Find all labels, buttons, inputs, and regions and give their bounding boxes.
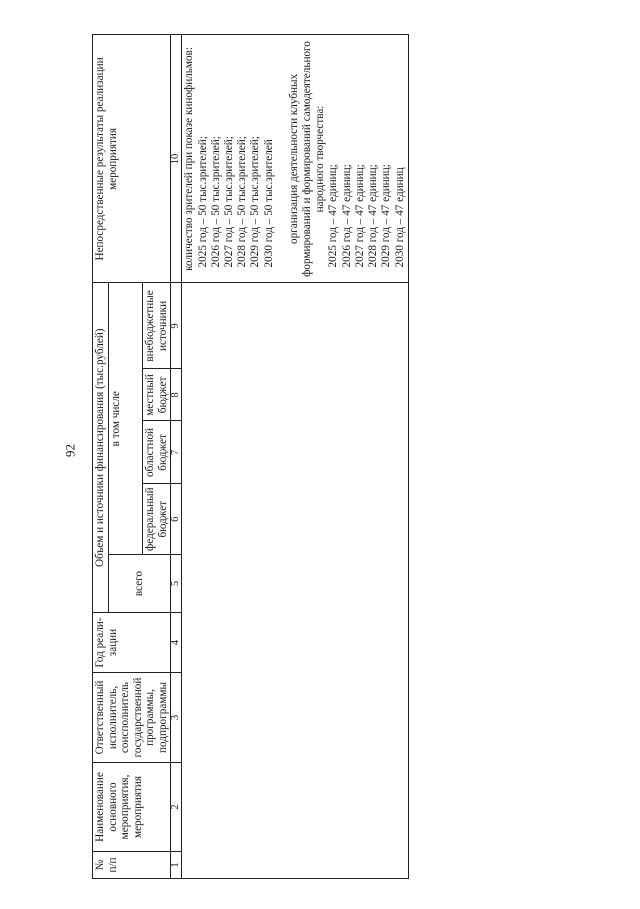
column-number: 2 [171, 763, 182, 852]
header-local-budget: местный бюджет [143, 369, 171, 421]
header-executor: Ответственный исполнитель, соисполнитель государственной программы, подпрограммы [93, 673, 171, 763]
results-line: 2027 год – 47 единиц; [353, 164, 366, 268]
column-number: 6 [171, 484, 182, 555]
header-year: Год реали-зации [93, 613, 171, 673]
header-results: Непосредственные результаты реализации мероприятия [93, 35, 171, 283]
column-number: 3 [171, 673, 182, 763]
results-line: 2029 год – 50 тыс.зрителей; [249, 136, 262, 268]
results-line: 2025 год – 50 тыс.зрителей; [196, 136, 209, 268]
column-numbers-row [171, 35, 182, 879]
header-regional-budget: областной бюджет [143, 421, 171, 484]
header-including: в том числе [108, 283, 143, 555]
header-total: всего [108, 555, 171, 613]
column-number: 8 [171, 369, 182, 421]
funding-table [92, 34, 409, 879]
results-line: 2030 год – 50 тыс.зрителей [262, 139, 275, 268]
rotated-page-content [84, 0, 640, 909]
page-number: 92 [62, 444, 78, 457]
results-line: 2025 год – 47 единиц; [327, 164, 340, 268]
column-number: 4 [171, 613, 182, 673]
results-intro-viewers: количество зрителей при показе кинофильмов: [183, 47, 196, 271]
results-line: 2028 год – 50 тыс.зрителей; [236, 136, 249, 268]
header-number: № п/п [93, 852, 171, 879]
results-intro-clubs: организация деятельности клубных формирований и формирований самодеятельного народного творчества: [287, 41, 327, 277]
results-line: 2026 год – 47 единиц; [340, 164, 353, 268]
column-number: 1 [171, 852, 182, 879]
column-number: 10 [171, 35, 182, 283]
results-line: 2028 год – 47 единиц; [367, 164, 380, 268]
header-activity-name: Наименование основного мероприятия, мероприятия [93, 763, 171, 852]
header-funding: Объем и источники финансирования (тыс.рублей) [93, 283, 109, 613]
results-line: 2027 год – 50 тыс.зрителей; [222, 136, 235, 268]
results-line: 2029 год – 47 единиц; [380, 164, 393, 268]
header-federal-budget: федеральный бюджет [143, 484, 171, 555]
results-line: 2026 год – 50 тыс.зрителей; [209, 136, 222, 268]
column-number: 9 [171, 283, 182, 369]
table-row [182, 35, 409, 879]
results-cell [182, 35, 409, 283]
column-number: 5 [171, 555, 182, 613]
column-number: 7 [171, 421, 182, 484]
results-line: 2030 год – 47 единиц [393, 167, 406, 268]
header-extrabudgetary: внебюджетные источники [143, 283, 171, 369]
